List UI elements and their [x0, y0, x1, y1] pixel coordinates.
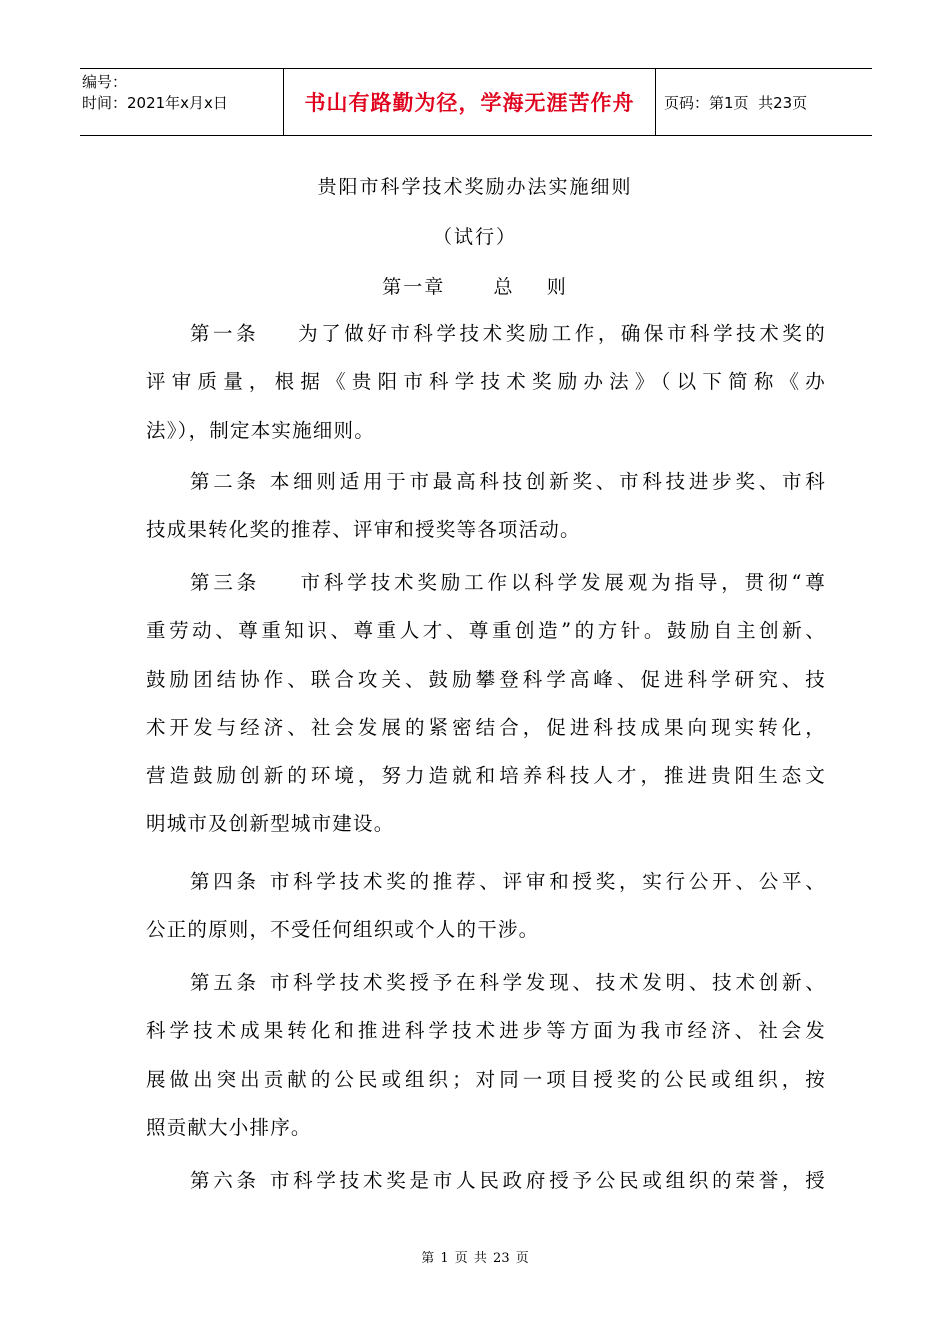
- text-line: 公正的原则，不受任何组织或个人的干涉。: [146, 918, 540, 942]
- paragraph-article-5: [146, 959, 826, 1152]
- text-line: 鼓励团结协作、联合攻关、鼓励攀登科学高峰、促进科学研究、技: [146, 667, 826, 691]
- chapter-heading: 第一章 总 则: [382, 276, 568, 298]
- paragraph-article-1: [146, 310, 826, 455]
- serial-label: 编号：: [82, 73, 128, 91]
- page-label: 页码：第1页 共23页: [664, 93, 808, 112]
- paragraph-article-2: [146, 458, 826, 555]
- text-line: 法》），制定本实施细则。: [146, 418, 375, 442]
- text-line: 技成果转化奖的推荐、评审和授奖等各项活动。: [146, 518, 581, 542]
- page-footer: 第 1 页 共 23 页: [421, 1251, 529, 1266]
- text-line: 第五条 市科学技术奖授予在科学发现、技术发明、技术创新、: [190, 971, 826, 994]
- page-header: [80, 68, 872, 136]
- text-line: 第一条 为了做好市科学技术奖励工作，确保市科学技术奖的: [190, 322, 826, 345]
- document-subtitle: （试行）: [432, 226, 517, 248]
- text-line: 展做出突出贡献的公民或组织；对同一项目授奖的公民或组织，按: [146, 1067, 826, 1091]
- header-meta: [80, 69, 283, 135]
- text-line: 科学技术成果转化和推进科学技术进步等方面为我市经济、社会发: [146, 1019, 826, 1043]
- text-line: 第四条 市科学技术奖的推荐、评审和授奖，实行公开、公平、: [190, 870, 826, 893]
- header-motto: 书山有路勤为径，学海无涯苦作舟: [283, 69, 656, 135]
- text-line: 术开发与经济、社会发展的紧密结合，促进科技成果向现实转化，: [146, 715, 826, 739]
- text-line: 明城市及创新型城市建设。: [146, 812, 395, 836]
- text-line: 第三条 市科学技术奖励工作以科学发展观为指导，贯彻“尊: [190, 571, 826, 594]
- paragraph-article-3: [146, 559, 826, 849]
- text-line: 照贡献大小排序。: [146, 1115, 312, 1139]
- document-title: 贵阳市科学技术奖励办法实施细则: [317, 176, 633, 198]
- text-line: 重劳动、尊重知识、尊重人才、尊重创造”的方针。鼓励自主创新、: [146, 619, 826, 643]
- header-page: [656, 69, 872, 135]
- text-line: 第六条 市科学技术奖是市人民政府授予公民或组织的荣誉，授: [190, 1169, 826, 1192]
- text-line: 营造鼓励创新的环境，努力造就和培养科技人才，推进贵阳生态文: [146, 764, 826, 788]
- paragraph-article-6: [146, 1157, 826, 1205]
- text-line: 第二条 本细则适用于市最高科技创新奖、市科技进步奖、市科: [190, 470, 826, 493]
- paragraph-article-4: [146, 858, 826, 955]
- text-line: 评审质量，根据《贵阳市科学技术奖励办法》（以下简称《办: [146, 370, 826, 394]
- time-label: 时间：2021年x月x日: [82, 94, 228, 112]
